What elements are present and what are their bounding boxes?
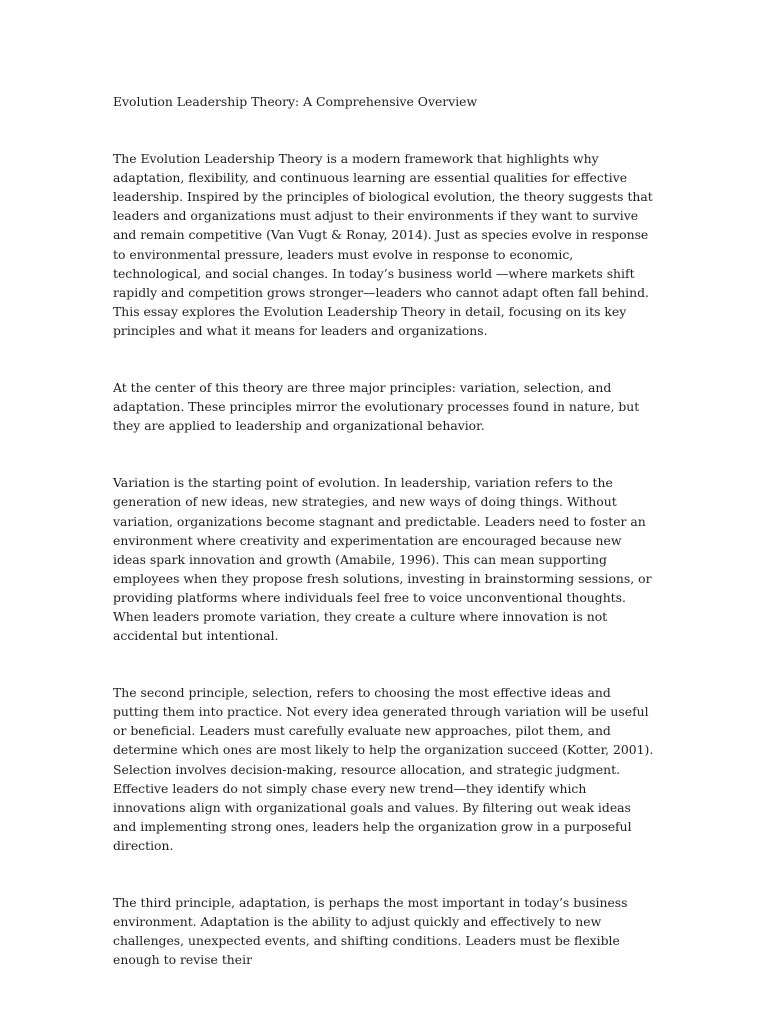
- paragraph-adaptation: The third principle, adaptation, is perhaps the most important in today’s business environment. Adaptation is the ability to adjust quickly and effectively to new challenges, unexpected events, and shifting conditions. Leaders must be flexible enough to revise their: [113, 895, 628, 968]
- paragraph-variation: Variation is the starting point of evolution. In leadership, variation refers to the generation of new ideas, new strategies, and new ways of doing things. Without variation, organizations become stagnant and predictable. Leaders need to foster an environment where creativity and experimentation are encouraged because new ideas spark innovation and growth (Amabile, 1996). This can mean supporting employees when they propose fresh solutions, investing in brainstorming sessions, or providing platforms where individuals feel free to voice unconventional thoughts. When leaders promote variation, they create a culture where innovation is not accidental but intentional.: [113, 475, 652, 644]
- paragraph-principles-overview: At the center of this theory are three major principles: variation, selection, and adaptation. These principles mirror the evolutionary processes found in nature, but they are applied to leadership and organizational behavior.: [113, 380, 640, 434]
- paragraph-selection: The second principle, selection, refers to choosing the most effective ideas and putting them into practice. Not every idea generated through variation will be useful or beneficial. Leaders must carefully evaluate new approaches, pilot them, and determine which ones are most likely to help the organization succeed (Kotter, 2001). Selection involves decision-making, resource allocation, and strategic judgment. Effective leaders do not simply chase every new trend—they identify which innovations align with organizational goals and values. By filtering out weak ideas and implementing strong ones, leaders help the organization grow in a purposeful direction.: [113, 685, 654, 853]
- document-title: Evolution Leadership Theory: A Comprehensive Overview: [113, 94, 478, 109]
- paragraph-introduction: The Evolution Leadership Theory is a modern framework that highlights why adaptation, flexibility, and continuous learning are essential qualities for effective leadership. Inspired by the principles of biological evolution, the theory suggests that leaders and organizations must adjust to their environments if they want to survive and remain competitive (Van Vugt & Ronay, 2014). Just as species evolve in response to environmental pressure, leaders must evolve in response to economic, technological, and social changes. In today’s business world —where markets shift rapidly and competition grows stronger—leaders who cannot adapt often fall behind. This essay explores the Evolution Leadership Theory in detail, focusing on its key principles and what it means for leaders and organizations.: [113, 151, 653, 338]
- document-page: [113, 92, 658, 1007]
